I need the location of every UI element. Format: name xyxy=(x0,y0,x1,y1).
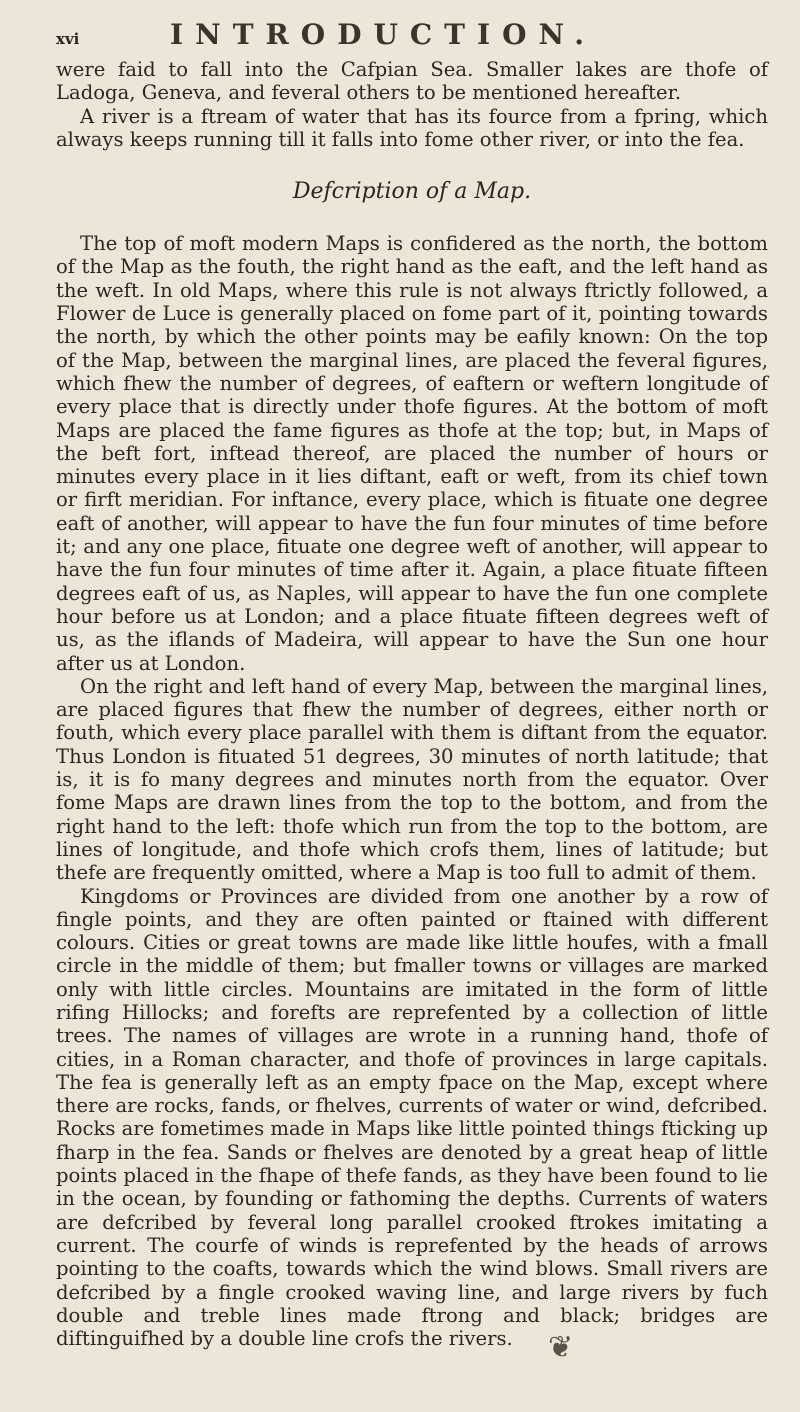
paragraph-river: A river is a ftream of water that has its fource from a fpring, which always keeps running till it falls into fome other river, or into the fea. xyxy=(56,104,768,151)
page-number: xvi xyxy=(56,30,80,48)
section-heading: Defcription of a Map. xyxy=(292,179,532,205)
ornament-icon: ❦ xyxy=(548,1330,574,1365)
paragraph-latitude: On the right and left hand of every Map, between the marginal lines, are placed figures that fhew the number of degrees, either north or fouth, which every place parallel with them is diftant from the equator. Thus London is fituated 51 degrees, 30 minutes of north latitude; that is, it is fo many degrees and minutes north from the equator. Over fome Maps are drawn lines from the top to the bottom, and from the right hand to the left: thofe which run from the top to the bottom, are lines of longitude, and thofe which crofs them, lines of latitude; but thefe are frequently omitted, where a Map is too full to admit of them. xyxy=(56,674,768,885)
paragraph-lakes: were faid to fall into the Cafpian Sea. Smaller lakes are thofe of Ladoga, Geneva, and feveral others to be mentioned hereafter. xyxy=(56,58,768,105)
running-head: INTRODUCTION. xyxy=(170,18,597,51)
paragraph-map-symbols: Kingdoms or Provinces are divided from one another by a row of fingle points, and they are often painted or ftained with different colours. Cities or great towns are made like little houfes, with a fmall circle in the middle of them; but fmaller towns or villages are marked only with little circles. Mountains are imitated in the form of little rifing Hillocks; and forefts are reprefented by a collection of little trees. The names of villages are wrote in a running hand, thofe of cities, in a Roman character, and thofe of provinces in large capitals. The fea is generally left as an empty fpace on the Map, except where there are rocks, fands, or fhelves, currents of water or wind, defcribed. Rocks are fometimes made in Maps like little pointed things fticking up fharp in the fea. Sands or fhelves are denoted by a great heap of little points placed in the fhape of thefe fands, as they have been found to lie in the ocean, by founding or fathoming the depths. Currents of waters are defcribed by feveral long parallel crooked ftrokes imitating a current. The courfe of winds is reprefented by the heads of arrows pointing to the coafts, towards which the wind blows. Small rivers are defcribed by a fingle crooked waving line, and large rivers by fuch double and treble lines made ftrong and black; bridges are diftinguifhed by a double line crofs the rivers. xyxy=(56,884,769,1351)
page-header xyxy=(56,18,768,58)
paragraph-map-orientation: The top of moft modern Maps is confidered as the north, the bottom of the Map as the fouth, the right hand as the eaft, and the left hand as the weft. In old Maps, where this rule is not always ftrictly followed, a Flower de Luce is generally placed on fome part of it, pointing towards the north, by which the other points may be eafily known: On the top of the Map, between the marginal lines, are placed the feveral figures, which fhew the number of degrees, of eaftern or weftern longitude of every place that is directly under thofe figures. At the bottom of moft Maps are placed the fame figures as thofe at the top; but, in Maps of the beft fort, inftead thereof, are placed the number of hours or minutes every place in it lies diftant, eaft or weft, from its chief town or firft meridian. For inftance, every place, which is fituate one degree eaft of another, will appear to have the fun four minutes of time before it; and any one place, fituate one degree weft of another, will appear to have the fun four minutes of time after it. Again, a place fituate fifteen degrees eaft of us, as Naples, will appear to have the fun one complete hour before us at London; and a place fituate fifteen degrees weft of us, as the iflands of Madeira, will appear to have the Sun one hour after us at London. xyxy=(56,232,768,675)
